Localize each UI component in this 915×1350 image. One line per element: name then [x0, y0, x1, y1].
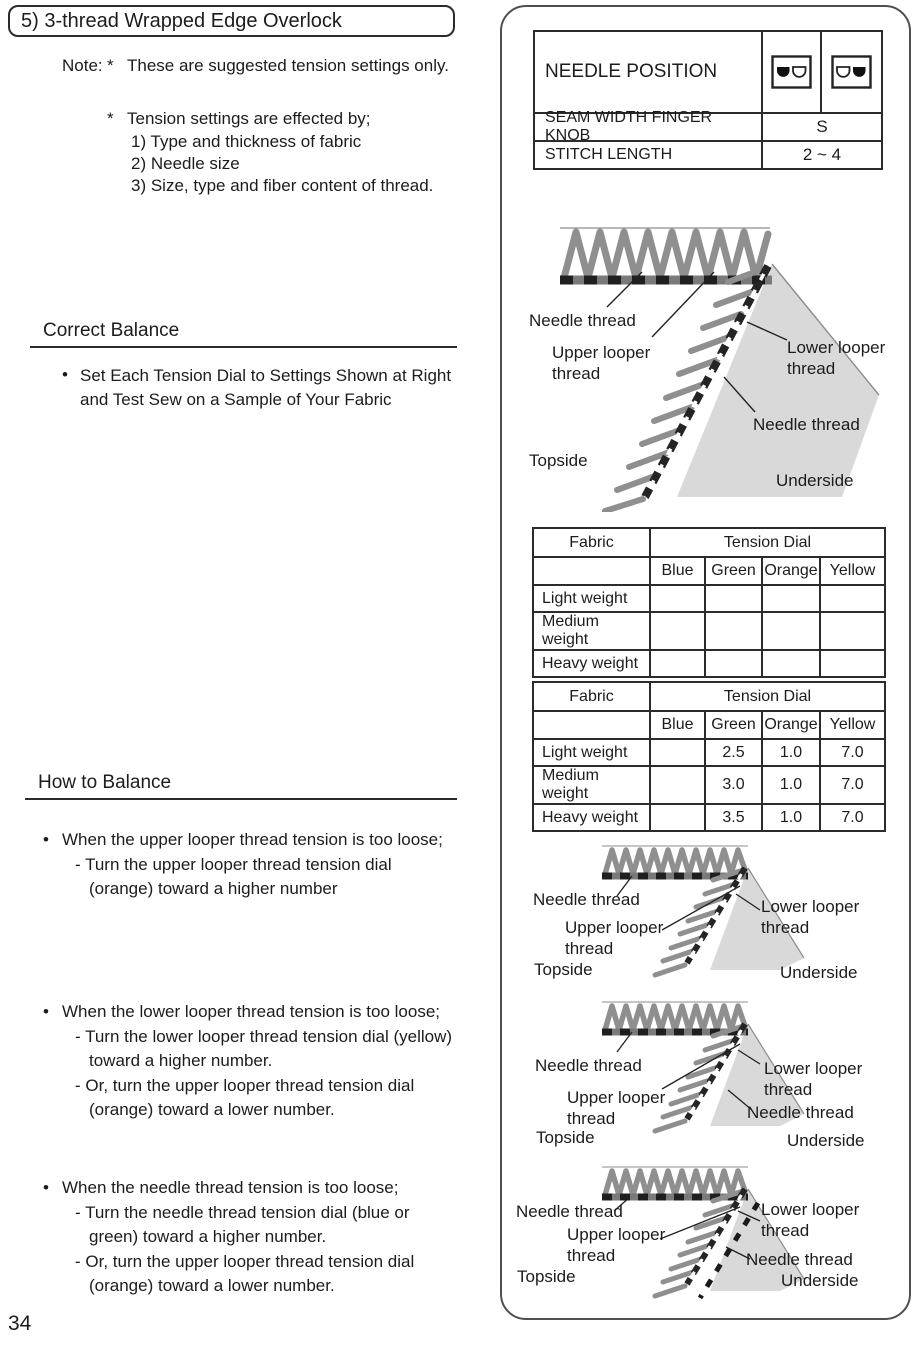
cell: [650, 585, 705, 612]
note-star-icon: *: [107, 109, 114, 128]
dial-header-yellow: Yellow: [820, 711, 885, 739]
cell: [820, 585, 885, 612]
htb-head: • When the upper looper thread tension is too loose;: [43, 828, 483, 853]
note-label: Note:: [62, 56, 103, 75]
dial-header-orange: Orange: [762, 711, 820, 739]
cell: [705, 612, 762, 650]
seam-width-label: SEAM WIDTH FINGER KNOB: [535, 114, 763, 140]
dial-header-orange: Orange: [762, 557, 820, 585]
note-star-icon: *: [107, 56, 114, 75]
cell: [650, 766, 705, 804]
cell: [820, 612, 885, 650]
cell: 1.0: [762, 766, 820, 804]
label-topside: Topside: [534, 960, 593, 979]
needle-position-right-icon: [822, 32, 881, 112]
cell: 2.5: [705, 739, 762, 766]
cell: 7.0: [820, 804, 885, 831]
how-to-balance-heading: How to Balance: [25, 772, 457, 800]
cell: [705, 585, 762, 612]
cell: [762, 612, 820, 650]
tension-dial-header: Tension Dial: [650, 682, 885, 711]
htb-sub: (orange) toward a higher number: [89, 879, 338, 899]
label-line: Upper looper: [567, 1225, 666, 1244]
page-title: 5) 3-thread Wrapped Edge Overlock: [8, 5, 455, 37]
needle-position-label: NEEDLE POSITION: [535, 32, 763, 112]
cell: 1.0: [762, 739, 820, 766]
label-needle-thread-under: Needle thread: [753, 415, 860, 434]
cell: [762, 585, 820, 612]
label-upper-looper-thread: [567, 1087, 665, 1129]
empty-cell: [533, 557, 650, 585]
htb-bullet-upper-looper: [43, 828, 483, 902]
fabric-row-label: Heavy weight: [533, 804, 650, 831]
cell: [762, 650, 820, 677]
label-line: thread: [761, 1221, 810, 1240]
label-line: Lower looper: [761, 1200, 860, 1219]
htb-sub: - Turn the needle thread tension dial (blue or: [75, 1202, 410, 1222]
label-needle-thread: Needle thread: [535, 1056, 642, 1075]
cell: [650, 739, 705, 766]
machine-settings-table: [533, 30, 883, 170]
dial-header-green: Green: [705, 557, 762, 585]
label-line: thread: [764, 1080, 813, 1099]
tension-dial-header: Tension Dial: [650, 528, 885, 557]
label-line: thread: [565, 939, 614, 958]
label-line: Upper looper: [552, 343, 651, 362]
htb-sub: green) toward a higher number.: [89, 1227, 327, 1247]
label-topside: Topside: [529, 451, 588, 470]
label-line: thread: [567, 1109, 616, 1128]
needle-position-left-icon: [763, 32, 822, 112]
label-needle-thread-under: Needle thread: [746, 1250, 853, 1269]
label-lower-looper-thread: [764, 1058, 862, 1100]
correct-balance-line: Set Each Tension Dial to Settings Shown at Right: [80, 366, 452, 385]
page-number: 34: [8, 1312, 32, 1335]
label-lower-looper-thread: [787, 337, 885, 379]
fabric-row-label: Medium weight: [533, 612, 650, 650]
stitch-length-value: 2 ~ 4: [802, 145, 842, 164]
fabric-header: Fabric: [533, 528, 650, 557]
seam-width-value: S: [816, 117, 828, 136]
htb-sub: - Or, turn the upper looper thread tension dial: [75, 1075, 415, 1095]
bullet-icon: •: [62, 365, 68, 384]
cell: [650, 650, 705, 677]
label-line: Lower looper: [761, 897, 860, 916]
fabric-row-label: Light weight: [533, 739, 650, 766]
note-line-1: These are suggested tension settings only.: [127, 56, 449, 75]
dial-header-blue: Blue: [650, 711, 705, 739]
dial-header-yellow: Yellow: [820, 557, 885, 585]
note-item: 1) Type and thickness of fabric: [131, 132, 362, 151]
fabric-row-label: Medium weight: [533, 766, 650, 804]
htb-bullet-lower-looper: [43, 1000, 483, 1123]
label-underside: Underside: [781, 1271, 859, 1290]
label-needle-thread: Needle thread: [516, 1202, 623, 1221]
cell: 7.0: [820, 739, 885, 766]
htb-sub: - Turn the upper looper thread tension dial: [75, 854, 392, 874]
label-upper-looper-thread: [565, 917, 663, 959]
htb-sub: - Turn the lower looper thread tension dial (yellow): [75, 1026, 453, 1046]
label-line: thread: [567, 1246, 616, 1265]
label-topside: Topside: [536, 1128, 595, 1147]
label-underside: Underside: [776, 471, 854, 490]
label-topside: Topside: [517, 1267, 576, 1286]
htb-sub: (orange) toward a lower number.: [89, 1276, 335, 1296]
fabric-row-label: Light weight: [533, 585, 650, 612]
label-needle-thread-under: Needle thread: [747, 1103, 854, 1122]
htb-sub: (orange) toward a lower number.: [89, 1100, 335, 1120]
label-line: Lower looper: [764, 1059, 863, 1078]
cell: 3.0: [705, 766, 762, 804]
htb-head: • When the lower looper thread tension is too loose;: [43, 1000, 483, 1025]
note-item: 2) Needle size: [131, 154, 240, 173]
label-line: thread: [552, 364, 601, 383]
label-lower-looper-thread: [761, 896, 859, 938]
cell: [650, 804, 705, 831]
cell: [705, 650, 762, 677]
cell: [820, 650, 885, 677]
correct-balance-line: and Test Sew on a Sample of Your Fabric: [80, 389, 392, 409]
tension-dial-table-blank: [532, 527, 886, 678]
label-upper-looper-thread: [552, 342, 650, 384]
cell: [650, 612, 705, 650]
label-line: thread: [761, 918, 810, 937]
label-line: thread: [787, 359, 836, 378]
tension-dial-table-values: [532, 681, 886, 832]
label-line: Upper looper: [565, 918, 664, 937]
cell: 1.0: [762, 804, 820, 831]
htb-head: • When the needle thread tension is too loose;: [43, 1176, 483, 1201]
label-underside: Underside: [780, 963, 858, 982]
label-upper-looper-thread: [567, 1224, 665, 1266]
label-underside: Underside: [787, 1131, 865, 1150]
empty-cell: [533, 711, 650, 739]
label-line: Upper looper: [567, 1088, 666, 1107]
htb-bullet-needle-thread: [43, 1176, 483, 1299]
dial-header-green: Green: [705, 711, 762, 739]
fabric-header: Fabric: [533, 682, 650, 711]
correct-balance-heading: Correct Balance: [30, 320, 457, 348]
label-needle-thread: Needle thread: [533, 890, 640, 909]
label-line: Lower looper: [787, 338, 886, 357]
label-needle-thread-top: Needle thread: [529, 311, 636, 330]
htb-sub: - Or, turn the upper looper thread tension dial: [75, 1251, 415, 1271]
label-lower-looper-thread: [761, 1199, 859, 1241]
fabric-row-label: Heavy weight: [533, 650, 650, 677]
cell: 3.5: [705, 804, 762, 831]
cell: 7.0: [820, 766, 885, 804]
note-item: 3) Size, type and fiber content of thread.: [131, 176, 434, 195]
stitch-length-label: STITCH LENGTH: [535, 142, 763, 168]
note-line-2: Tension settings are effected by;: [127, 109, 371, 128]
htb-sub: toward a higher number.: [89, 1051, 273, 1071]
dial-header-blue: Blue: [650, 557, 705, 585]
